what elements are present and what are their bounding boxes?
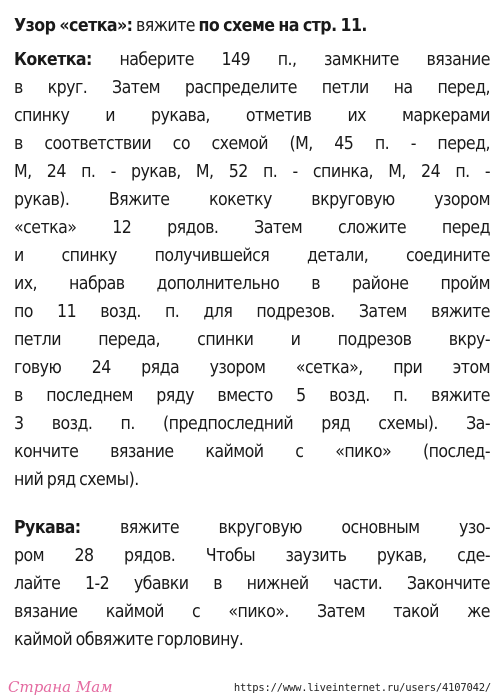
sleeves-line: лайте 1-2 убавки в нижней части. Закончите <box>14 574 490 594</box>
yoke-line: по 11 возд. п. для подрезов. Затем вяжите <box>14 302 490 322</box>
yoke-line-text: наберите 149 п., замкните вязание <box>91 50 490 70</box>
yoke-line: 3 возд. п. (предпоследний ряд схемы). За- <box>14 414 490 434</box>
heading-line <box>14 12 490 40</box>
yoke-line: ний ряд схемы). <box>14 470 139 490</box>
sleeves-label: Рукава: <box>14 518 81 538</box>
pattern-heading <box>14 12 490 40</box>
yoke-line: кончите вязание каймой с «пико» (послед- <box>14 442 490 462</box>
yoke-line: их, набрав дополнительно в районе пройм <box>14 274 490 294</box>
yoke-line: в круг. Затем распределите петли на перед, <box>14 78 490 98</box>
heading-text: вяжите <box>132 16 199 36</box>
sleeves-paragraph <box>14 514 490 654</box>
sleeves-line: каймой обвяжите горловину. <box>14 630 244 650</box>
yoke-line: говую 24 ряда узором «сетка», при этом <box>14 358 490 378</box>
sleeves-line <box>14 514 490 542</box>
sleeves-line: ром 28 рядов. Чтобы заузить рукав, сде- <box>14 546 490 566</box>
yoke-line: М, 24 п. - рукав, М, 52 п. - спинка, М, 24 п. - <box>14 162 490 182</box>
yoke-label: Кокетка: <box>14 50 92 70</box>
yoke-line: в последнем ряду вместо 5 возд. п. вяжите <box>14 386 490 406</box>
yoke-line: в соответствии со схемой (М, 45 п. - перед, <box>14 134 490 154</box>
source-url: https://www.liveinternet.ru/users/4107042/ <box>233 682 491 694</box>
sleeves-line-text: вяжите вкруговую основным узо- <box>80 518 490 538</box>
pattern-name: Узор «сетка»: <box>14 16 133 36</box>
sleeves-line: вязание каймой с «пико». Затем такой же <box>14 602 490 622</box>
yoke-paragraph <box>14 46 490 494</box>
yoke-line: и спинку получившейся детали, соедините <box>14 246 490 266</box>
yoke-line: «сетка» 12 рядов. Затем сложите перед <box>14 218 490 238</box>
yoke-line <box>14 46 490 74</box>
yoke-line: рукав). Вяжите кокетку вкруговую узором <box>14 190 490 210</box>
scheme-reference: по схеме на стр. 11. <box>198 16 367 36</box>
yoke-line: петли переда, спинки и подрезов вкру- <box>14 330 490 350</box>
yoke-line: спинку и рукава, отметив их маркерами <box>14 106 490 126</box>
site-watermark: Страна Мам <box>8 678 113 696</box>
